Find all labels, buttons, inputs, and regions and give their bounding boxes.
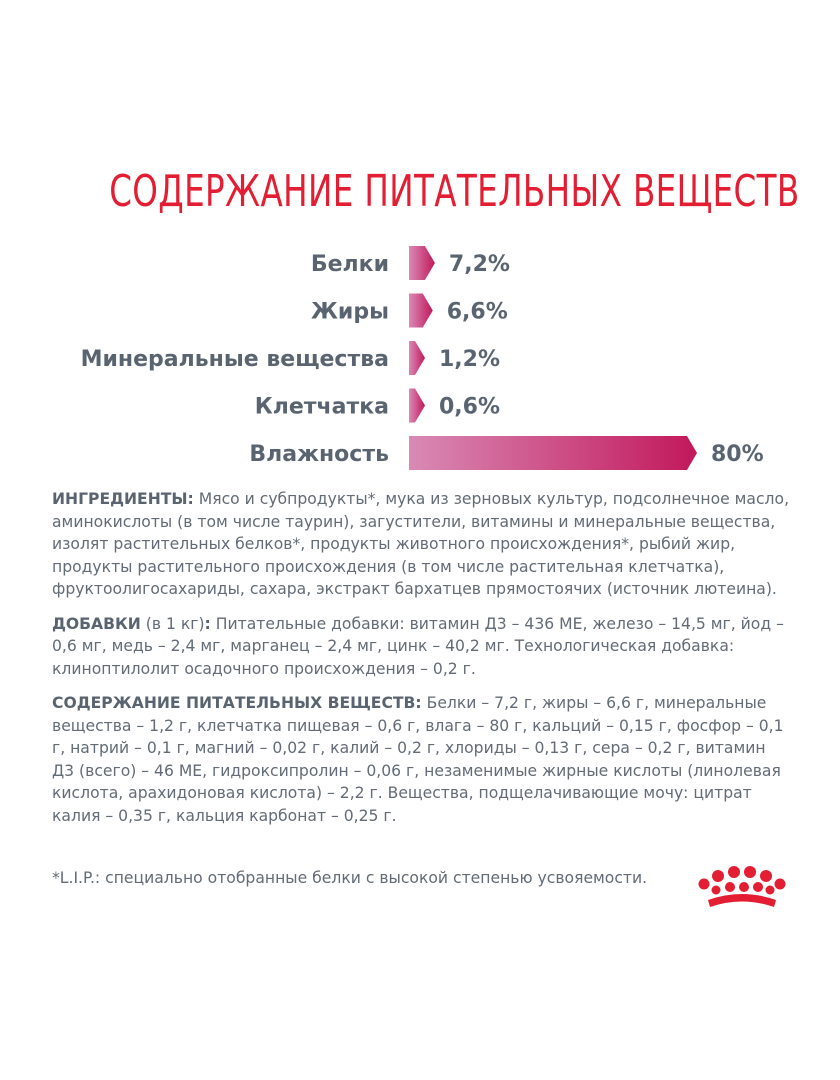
category-label-3: Клетчатка <box>254 394 389 420</box>
value-label-3: 0,6% <box>439 394 501 420</box>
bar-4 <box>409 436 697 470</box>
value-label-1: 6,6% <box>446 299 508 325</box>
category-label-1: Жиры <box>311 299 389 325</box>
composition-text <box>52 488 792 839</box>
additives-label: ДОБАВКИ <box>52 614 141 633</box>
bar-0 <box>409 246 435 280</box>
nutrients-paragraph <box>52 692 792 827</box>
bar-3 <box>409 389 425 423</box>
additives-unit-note: (в 1 кг) <box>140 614 205 633</box>
ingredients-label: ИНГРЕДИЕНТЫ: <box>52 490 194 508</box>
footnote: *L.I.P.: специально отобранные белки с высокой степенью усвояемости. <box>52 869 648 887</box>
additives-text: Питательные добавки: витамин Д3 – 436 МЕ, железо – 14,5 мг, йод – 0,6 мг, медь – 2,4 мг, марганец – 2,4 мг, цинк – 40,2 мг. Технологическая добавка: клиноптилолит осадочного происхождения – 0,2 г. <box>52 614 784 678</box>
value-label-4: 80% <box>711 442 764 467</box>
value-label-0: 7,2% <box>448 252 510 277</box>
value-label-2: 1,2% <box>439 347 501 372</box>
nutrients-label: СОДЕРЖАНИЕ ПИТАТЕЛЬНЫХ ВЕЩЕСТВ: <box>52 694 422 712</box>
ingredients-text: Мясо и субпродукты*, мука из зерновых культур, подсолнечное масло, аминокислоты (в том числе таурин), загустители, витамины и минеральные вещества, изолят растительных белков*, продукты животного происхождения*, рыбий жир, продукты растительного происхождения (в том числе растительная клетчатка), фруктоолигосахариды, сахара, экстракт бархатцев прямостоячих (источник лютеина). <box>52 490 790 598</box>
nutrients-text: Белки – 7,2 г, жиры – 6,6 г, минеральные вещества – 1,2 г, клетчатка пищевая – 0,6 г, влага – 80 г, кальций – 0,15 г, фосфор – 0,1 г, натрий – 0,1 г, магний – 0,02 г, калий – 0,2 г, хлориды – 0,13 г, сера – 0,2 г, витамин Д3 (всего) – 46 МЕ, гидроксипролин – 0,06 г, незаменимые жирные кислоты (линолевая кислота, арахидоновая кислота) – 2,2 г. Вещества, подщелачивающие мочу: цитрат калия – 0,35 г, кальция карбонат – 0,25 г. <box>52 694 784 825</box>
category-label-4: Влажность <box>249 442 389 467</box>
ingredients-paragraph <box>52 488 792 601</box>
additives-colon: : <box>204 614 211 633</box>
bar-2 <box>409 341 425 375</box>
chart-svg <box>0 240 840 480</box>
additives-paragraph <box>52 613 792 681</box>
page-title: СОДЕРЖАНИЕ ПИТАТЕЛЬНЫХ ВЕЩЕСТВ <box>109 166 800 217</box>
category-label-2: Минеральные вещества <box>80 347 389 372</box>
category-label-0: Белки <box>310 252 389 277</box>
bar-1 <box>409 294 433 328</box>
nutrient-bar-chart <box>0 240 840 480</box>
royal-canin-crown-icon <box>696 866 786 920</box>
